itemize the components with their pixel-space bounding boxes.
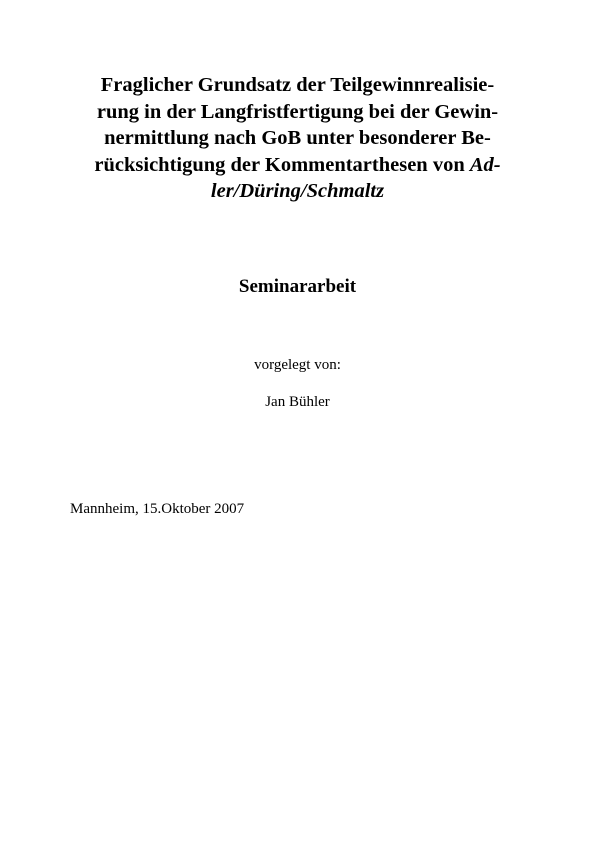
title-line-1 — [60, 72, 535, 99]
title-line-2 — [60, 99, 535, 126]
title-line-2-text: rung in der Langfristfertigung bei der Gewin- — [96, 100, 499, 123]
title-line-4-text: rücksichtigung der Kommentarthesen von — [94, 153, 470, 176]
document-type: Seminararbeit — [238, 276, 357, 297]
title-line-5 — [60, 178, 535, 205]
title-line-5-italic: ler/Düring/Schmaltz — [210, 180, 385, 202]
title-line-3 — [60, 125, 535, 152]
document-title — [60, 72, 535, 205]
title-line-4 — [60, 152, 535, 179]
title-line-4-italic: Ad- — [469, 153, 501, 176]
place-and-date: Mannheim, 15.Oktober 2007 — [70, 501, 245, 517]
title-line-3-text: nermittlung nach GoB unter besonderer Be- — [104, 127, 491, 149]
title-line-1-text: Fraglicher Grundsatz der Teilgewinnrealisie- — [100, 74, 495, 96]
presented-by-label: vorgelegt von: — [254, 357, 341, 373]
author-name: Jan Bühler — [265, 394, 330, 410]
